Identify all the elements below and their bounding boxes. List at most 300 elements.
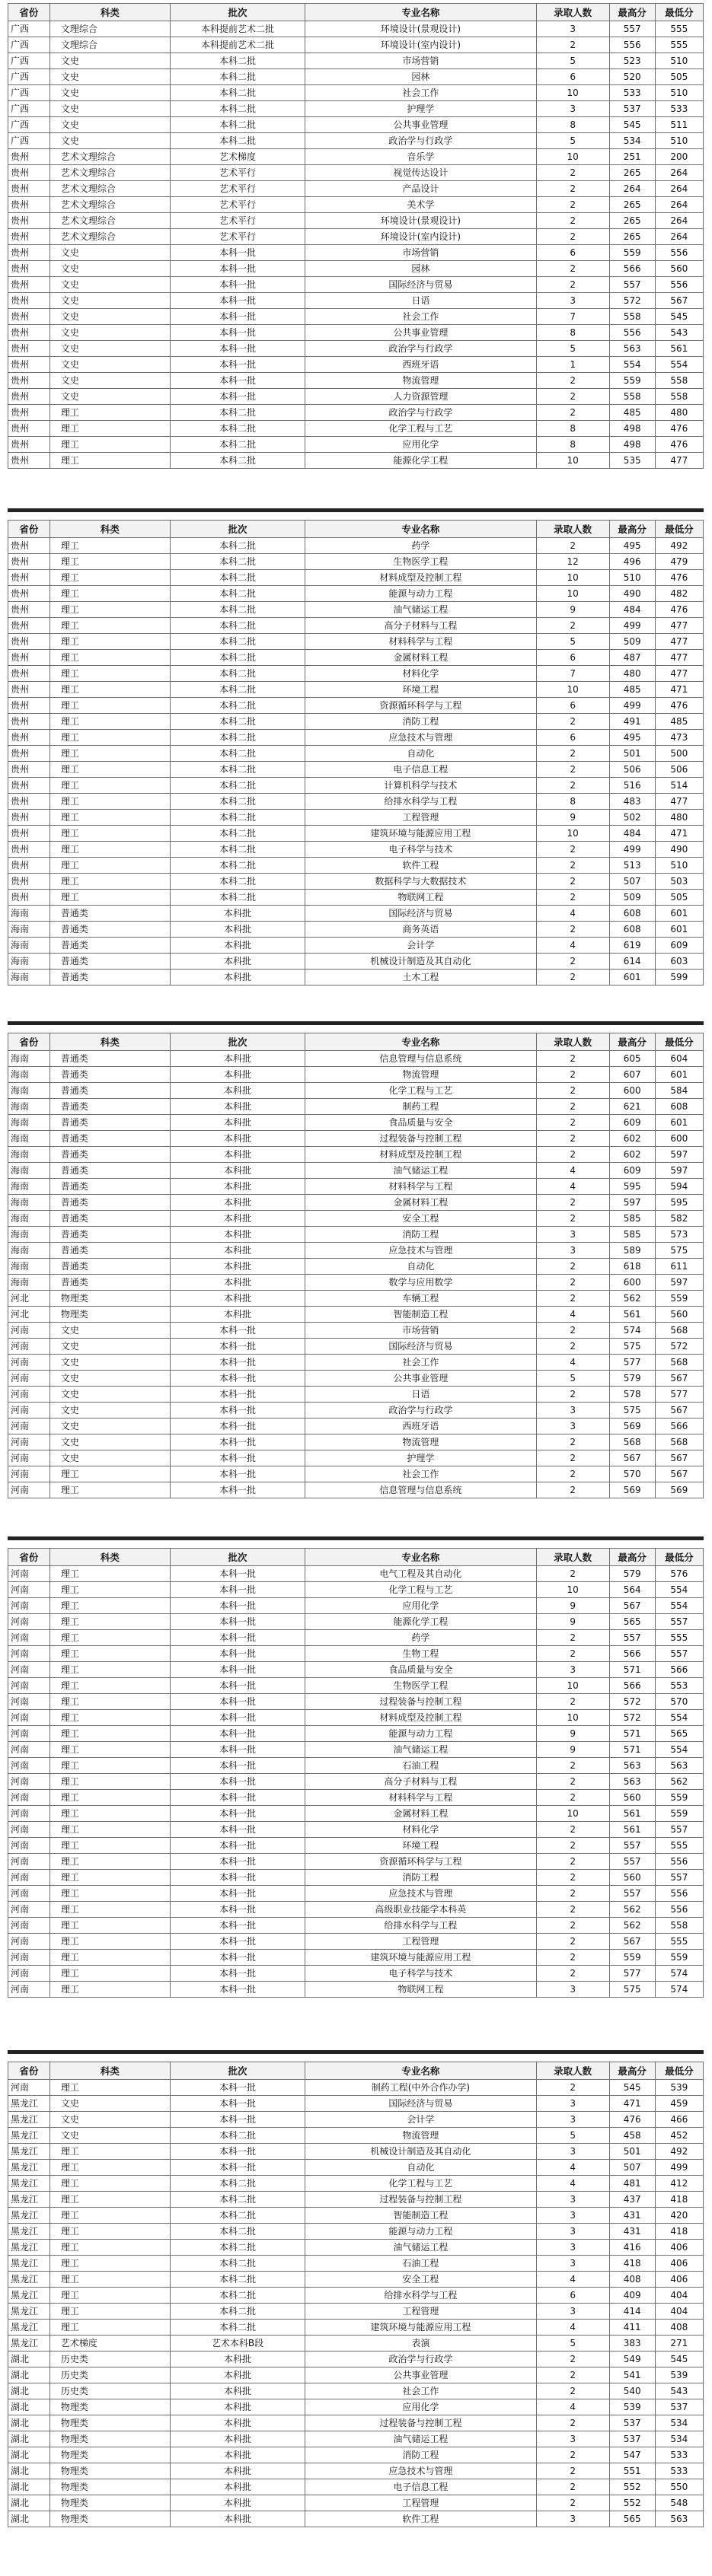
province-cell: 贵州 (8, 810, 50, 826)
min-score-cell: 599 (655, 970, 703, 986)
major-cell: 土木工程 (305, 970, 537, 986)
enrolled-cell: 2 (536, 1566, 609, 1582)
province-cell: 贵州 (8, 538, 50, 554)
category-cell: 普通类 (49, 1083, 170, 1099)
batch-cell: 本科批 (170, 2383, 305, 2399)
batch-cell: 本科一批 (170, 1838, 305, 1854)
table-block-3 (8, 1033, 704, 1498)
table-row (8, 554, 704, 570)
major-cell: 机械设计制造及其自动化 (305, 2144, 537, 2160)
table-row (8, 1822, 704, 1838)
table-row (8, 1934, 704, 1950)
max-score-cell: 578 (609, 1387, 655, 1403)
category-cell: 物理类 (49, 2495, 170, 2511)
max-score-cell: 597 (609, 1195, 655, 1211)
enrolled-cell: 6 (536, 245, 609, 261)
max-score-cell: 566 (609, 1678, 655, 1694)
table-row (8, 325, 704, 341)
min-score-cell: 554 (655, 357, 703, 373)
min-score-cell: 452 (655, 2128, 703, 2144)
category-cell: 理工 (49, 1886, 170, 1902)
min-score-cell: 476 (655, 698, 703, 714)
major-cell: 过程装备与控制工程 (305, 2192, 537, 2208)
min-score-cell: 264 (655, 165, 703, 181)
header-batch: 批次 (170, 1549, 305, 1566)
max-score-cell: 609 (609, 1115, 655, 1131)
category-cell: 文史 (49, 2128, 170, 2144)
min-score-cell: 567 (655, 1450, 703, 1466)
max-score-cell: 562 (609, 1291, 655, 1307)
major-cell: 给排水科学与工程 (305, 1918, 537, 1934)
table-row (8, 293, 704, 309)
province-cell: 河南 (8, 1646, 50, 1662)
major-cell: 物流管理 (305, 2128, 537, 2144)
table-row (8, 2352, 704, 2367)
max-score-cell: 595 (609, 1179, 655, 1195)
table-row (8, 1371, 704, 1387)
table-row (8, 341, 704, 357)
enrolled-cell: 2 (536, 213, 609, 229)
table-row (8, 1275, 704, 1291)
max-score-cell: 569 (609, 1482, 655, 1498)
enrolled-cell: 8 (536, 437, 609, 453)
table-row (8, 2511, 704, 2527)
category-cell: 理工 (49, 2304, 170, 2320)
batch-cell: 本科批 (170, 1307, 305, 1323)
major-cell: 智能制造工程 (305, 2208, 537, 2224)
province-cell: 贵州 (8, 586, 50, 602)
enrolled-cell: 5 (536, 2336, 609, 2352)
batch-cell: 本科批 (170, 2415, 305, 2431)
table-row (8, 309, 704, 325)
max-score-cell: 575 (609, 1982, 655, 1998)
max-score-cell: 557 (609, 1854, 655, 1870)
category-cell: 理工 (49, 1854, 170, 1870)
min-score-cell: 567 (655, 1403, 703, 1419)
major-cell: 社会工作 (305, 2383, 537, 2399)
enrolled-cell: 2 (536, 1339, 609, 1355)
max-score-cell: 499 (609, 842, 655, 858)
enrolled-cell: 10 (536, 85, 609, 101)
province-cell: 黑龙江 (8, 2240, 50, 2256)
min-score-cell: 418 (655, 2224, 703, 2240)
batch-cell: 本科二批 (170, 650, 305, 666)
max-score-cell: 431 (609, 2224, 655, 2240)
enrolled-cell: 2 (536, 2447, 609, 2463)
min-score-cell: 575 (655, 1243, 703, 1259)
province-cell: 河南 (8, 1966, 50, 1982)
category-cell: 普通类 (49, 1243, 170, 1259)
major-cell: 物联网工程 (305, 1982, 537, 1998)
enrolled-cell: 4 (536, 1163, 609, 1179)
enrolled-cell: 2 (536, 2367, 609, 2383)
category-cell: 普通类 (49, 1099, 170, 1115)
header-min-score: 最低分 (655, 2062, 703, 2080)
max-score-cell: 559 (609, 373, 655, 389)
max-score-cell: 574 (609, 1323, 655, 1339)
enrolled-cell: 6 (536, 69, 609, 85)
min-score-cell: 543 (655, 325, 703, 341)
major-cell: 市场营销 (305, 245, 537, 261)
max-score-cell: 562 (609, 1918, 655, 1934)
category-cell: 物理类 (49, 2415, 170, 2431)
batch-cell: 本科二批 (170, 778, 305, 794)
province-cell: 贵州 (8, 293, 50, 309)
max-score-cell: 619 (609, 938, 655, 954)
table-row (8, 538, 704, 554)
enrolled-cell: 3 (536, 293, 609, 309)
enrolled-cell: 5 (536, 2128, 609, 2144)
province-cell: 河南 (8, 1694, 50, 1710)
category-cell: 理工 (49, 762, 170, 778)
province-cell: 黑龙江 (8, 2304, 50, 2320)
province-cell: 河南 (8, 1339, 50, 1355)
major-cell: 材料化学 (305, 1822, 537, 1838)
max-score-cell: 560 (609, 1790, 655, 1806)
province-cell: 黑龙江 (8, 2272, 50, 2288)
max-score-cell: 557 (609, 1838, 655, 1854)
min-score-cell: 559 (655, 1806, 703, 1822)
province-cell: 河南 (8, 1403, 50, 1419)
enrolled-cell: 8 (536, 117, 609, 133)
major-cell: 生物医学工程 (305, 1678, 537, 1694)
min-score-cell: 404 (655, 2288, 703, 2304)
batch-cell: 本科二批 (170, 682, 305, 698)
enrolled-cell: 2 (536, 1790, 609, 1806)
max-score-cell: 601 (609, 970, 655, 986)
batch-cell: 本科二批 (170, 133, 305, 149)
major-cell: 消防工程 (305, 1870, 537, 1886)
table-row (8, 634, 704, 650)
header-major: 专业名称 (305, 1033, 537, 1051)
category-cell: 物理类 (49, 2479, 170, 2495)
table-row (8, 1195, 704, 1211)
max-score-cell: 608 (609, 906, 655, 922)
max-score-cell: 502 (609, 810, 655, 826)
table-row (8, 842, 704, 858)
header-major: 专业名称 (305, 1549, 537, 1566)
table-row (8, 213, 704, 229)
max-score-cell: 571 (609, 1726, 655, 1742)
max-score-cell: 558 (609, 389, 655, 405)
table-row (8, 1387, 704, 1403)
enrolled-cell: 9 (536, 1726, 609, 1742)
min-score-cell: 556 (655, 1902, 703, 1918)
table-row (8, 85, 704, 101)
major-cell: 化学工程与工艺 (305, 1582, 537, 1598)
province-cell: 河南 (8, 1630, 50, 1646)
enrolled-cell: 3 (536, 2224, 609, 2240)
province-cell: 海南 (8, 938, 50, 954)
enrolled-cell: 10 (536, 1710, 609, 1726)
major-cell: 环境设计(室内设计) (305, 229, 537, 245)
table-row (8, 2431, 704, 2447)
province-cell: 贵州 (8, 405, 50, 421)
major-cell: 市场营销 (305, 1323, 537, 1339)
header-category: 科类 (49, 521, 170, 538)
category-cell: 理工 (49, 810, 170, 826)
province-cell: 海南 (8, 1083, 50, 1099)
min-score-cell: 555 (655, 1838, 703, 1854)
max-score-cell: 562 (609, 1902, 655, 1918)
batch-cell: 本科批 (170, 1163, 305, 1179)
enrolled-cell: 10 (536, 1806, 609, 1822)
major-cell: 过程装备与控制工程 (305, 1131, 537, 1147)
enrolled-cell: 2 (536, 1694, 609, 1710)
enrolled-cell: 5 (536, 1371, 609, 1387)
min-score-cell: 584 (655, 1083, 703, 1099)
major-cell: 市场营销 (305, 53, 537, 69)
max-score-cell: 556 (609, 37, 655, 53)
province-cell: 贵州 (8, 325, 50, 341)
major-cell: 表演 (305, 2336, 537, 2352)
batch-cell: 本科二批 (170, 2240, 305, 2256)
province-cell: 河南 (8, 1466, 50, 1482)
major-cell: 信息管理与信息系统 (305, 1051, 537, 1067)
batch-cell: 本科批 (170, 1275, 305, 1291)
max-score-cell: 414 (609, 2304, 655, 2320)
table-row (8, 2192, 704, 2208)
min-score-cell: 572 (655, 1339, 703, 1355)
enrolled-cell: 4 (536, 1307, 609, 1323)
province-cell: 河南 (8, 1323, 50, 1339)
enrolled-cell: 3 (536, 1403, 609, 1419)
enrolled-cell: 2 (536, 1099, 609, 1115)
enrolled-cell: 2 (536, 618, 609, 634)
category-cell: 理工 (49, 1466, 170, 1482)
enrolled-cell: 3 (536, 2096, 609, 2112)
category-cell: 理工 (49, 1582, 170, 1598)
category-cell: 物理类 (49, 1307, 170, 1323)
batch-cell: 艺术平行 (170, 213, 305, 229)
major-cell: 信息管理与信息系统 (305, 1482, 537, 1498)
batch-cell: 本科一批 (170, 1966, 305, 1982)
table-row (8, 1966, 704, 1982)
enrolled-cell: 2 (536, 762, 609, 778)
max-score-cell: 585 (609, 1211, 655, 1227)
major-cell: 会计学 (305, 2112, 537, 2128)
category-cell: 理工 (49, 2144, 170, 2160)
table-row (8, 181, 704, 197)
category-cell: 艺术文理综合 (49, 181, 170, 197)
major-cell: 车辆工程 (305, 1291, 537, 1307)
table-row (8, 2176, 704, 2192)
province-cell: 贵州 (8, 826, 50, 842)
category-cell: 文史 (49, 1419, 170, 1434)
category-cell: 文史 (49, 277, 170, 293)
batch-cell: 本科提前艺术二批 (170, 21, 305, 37)
batch-cell: 本科一批 (170, 1982, 305, 1998)
batch-cell: 本科批 (170, 1179, 305, 1195)
table-row (8, 37, 704, 53)
major-cell: 电子信息工程 (305, 2479, 537, 2495)
min-score-cell: 554 (655, 1742, 703, 1758)
min-score-cell: 574 (655, 1982, 703, 1998)
province-cell: 广西 (8, 69, 50, 85)
max-score-cell: 516 (609, 778, 655, 794)
table-row (8, 2240, 704, 2256)
province-cell: 贵州 (8, 570, 50, 586)
enrolled-cell: 6 (536, 650, 609, 666)
major-cell: 园林 (305, 261, 537, 277)
batch-cell: 本科一批 (170, 1806, 305, 1822)
province-cell: 黑龙江 (8, 2288, 50, 2304)
min-score-cell: 506 (655, 762, 703, 778)
major-cell: 应用化学 (305, 437, 537, 453)
batch-cell: 本科一批 (170, 1434, 305, 1450)
enrolled-cell: 7 (536, 309, 609, 325)
table-row (8, 117, 704, 133)
table-block-5 (8, 2062, 704, 2527)
province-cell: 湖北 (8, 2383, 50, 2399)
batch-cell: 本科一批 (170, 1566, 305, 1582)
max-score-cell: 575 (609, 1339, 655, 1355)
province-cell: 河南 (8, 1806, 50, 1822)
table-row (8, 1163, 704, 1179)
batch-cell: 本科二批 (170, 746, 305, 762)
score-table (8, 1033, 704, 1498)
enrolled-cell: 2 (536, 2080, 609, 2096)
enrolled-cell: 2 (536, 1195, 609, 1211)
min-score-cell: 466 (655, 2112, 703, 2128)
enrolled-cell: 4 (536, 2272, 609, 2288)
province-cell: 湖北 (8, 2495, 50, 2511)
min-score-cell: 554 (655, 1582, 703, 1598)
major-cell: 环境工程 (305, 1838, 537, 1854)
batch-cell: 本科二批 (170, 602, 305, 618)
table-row (8, 69, 704, 85)
batch-cell: 本科批 (170, 1227, 305, 1243)
min-score-cell: 420 (655, 2208, 703, 2224)
province-cell: 贵州 (8, 858, 50, 874)
section-divider-1 (8, 508, 704, 512)
max-score-cell: 570 (609, 1466, 655, 1482)
min-score-cell: 577 (655, 1387, 703, 1403)
batch-cell: 本科二批 (170, 101, 305, 117)
province-cell: 河南 (8, 1934, 50, 1950)
province-cell: 河南 (8, 1566, 50, 1582)
major-cell: 物联网工程 (305, 890, 537, 906)
batch-cell: 本科二批 (170, 570, 305, 586)
table-row (8, 357, 704, 373)
enrolled-cell: 2 (536, 1387, 609, 1403)
province-cell: 贵州 (8, 437, 50, 453)
table-row (8, 602, 704, 618)
batch-cell: 本科二批 (170, 874, 305, 890)
major-cell: 美术学 (305, 197, 537, 213)
table-row (8, 1854, 704, 1870)
header-batch: 批次 (170, 4, 305, 21)
min-score-cell: 595 (655, 1195, 703, 1211)
table-row (8, 1131, 704, 1147)
province-cell: 河南 (8, 1450, 50, 1466)
enrolled-cell: 8 (536, 794, 609, 810)
batch-cell: 本科批 (170, 954, 305, 970)
enrolled-cell: 2 (536, 1482, 609, 1498)
max-score-cell: 557 (609, 21, 655, 37)
max-score-cell: 577 (609, 1966, 655, 1982)
min-score-cell: 480 (655, 405, 703, 421)
major-cell: 政治学与行政学 (305, 133, 537, 149)
table-row (8, 2383, 704, 2399)
table-row (8, 261, 704, 277)
header-major: 专业名称 (305, 4, 537, 21)
category-cell: 理工 (49, 1742, 170, 1758)
category-cell: 理工 (49, 2256, 170, 2272)
max-score-cell: 251 (609, 149, 655, 165)
province-cell: 黑龙江 (8, 2096, 50, 2112)
batch-cell: 本科一批 (170, 341, 305, 357)
province-cell: 海南 (8, 906, 50, 922)
enrolled-cell: 2 (536, 1434, 609, 1450)
table-row (8, 1758, 704, 1774)
batch-cell: 本科二批 (170, 826, 305, 842)
batch-cell: 本科批 (170, 1147, 305, 1163)
table-row (8, 229, 704, 245)
batch-cell: 本科一批 (170, 325, 305, 341)
category-cell: 文史 (49, 117, 170, 133)
province-cell: 海南 (8, 1211, 50, 1227)
header-max-score: 最高分 (609, 521, 655, 538)
table-row (8, 1614, 704, 1630)
province-cell: 海南 (8, 1163, 50, 1179)
table-row (8, 1339, 704, 1355)
batch-cell: 本科二批 (170, 2320, 305, 2336)
category-cell: 文史 (49, 341, 170, 357)
header-min-score: 最低分 (655, 521, 703, 538)
min-score-cell: 597 (655, 1275, 703, 1291)
enrolled-cell: 4 (536, 906, 609, 922)
min-score-cell: 567 (655, 293, 703, 309)
category-cell: 普通类 (49, 1163, 170, 1179)
batch-cell: 本科二批 (170, 2304, 305, 2320)
enrolled-cell: 3 (536, 2511, 609, 2527)
batch-cell: 本科一批 (170, 1646, 305, 1662)
province-cell: 河南 (8, 1678, 50, 1694)
max-score-cell: 510 (609, 570, 655, 586)
province-cell: 黑龙江 (8, 2256, 50, 2272)
table-block-2 (8, 520, 704, 986)
score-table (8, 1548, 704, 1998)
max-score-cell: 264 (609, 181, 655, 197)
batch-cell: 本科一批 (170, 1710, 305, 1726)
max-score-cell: 265 (609, 229, 655, 245)
category-cell: 理工 (49, 682, 170, 698)
table-row (8, 2256, 704, 2272)
province-cell: 海南 (8, 1275, 50, 1291)
batch-cell: 本科一批 (170, 1678, 305, 1694)
max-score-cell: 476 (609, 2112, 655, 2128)
max-score-cell: 566 (609, 261, 655, 277)
category-cell: 理工 (49, 1646, 170, 1662)
province-cell: 黑龙江 (8, 2320, 50, 2336)
min-score-cell: 557 (655, 1646, 703, 1662)
major-cell: 软件工程 (305, 858, 537, 874)
enrolled-cell: 2 (536, 37, 609, 53)
table-row (8, 762, 704, 778)
max-score-cell: 564 (609, 1582, 655, 1598)
min-score-cell: 533 (655, 2447, 703, 2463)
max-score-cell: 558 (609, 309, 655, 325)
table-row (8, 2447, 704, 2463)
province-cell: 海南 (8, 1067, 50, 1083)
min-score-cell: 482 (655, 586, 703, 602)
table-row (8, 1291, 704, 1307)
province-cell: 河南 (8, 1419, 50, 1434)
category-cell: 理工 (49, 1870, 170, 1886)
max-score-cell: 565 (609, 1614, 655, 1630)
province-cell: 黑龙江 (8, 2144, 50, 2160)
